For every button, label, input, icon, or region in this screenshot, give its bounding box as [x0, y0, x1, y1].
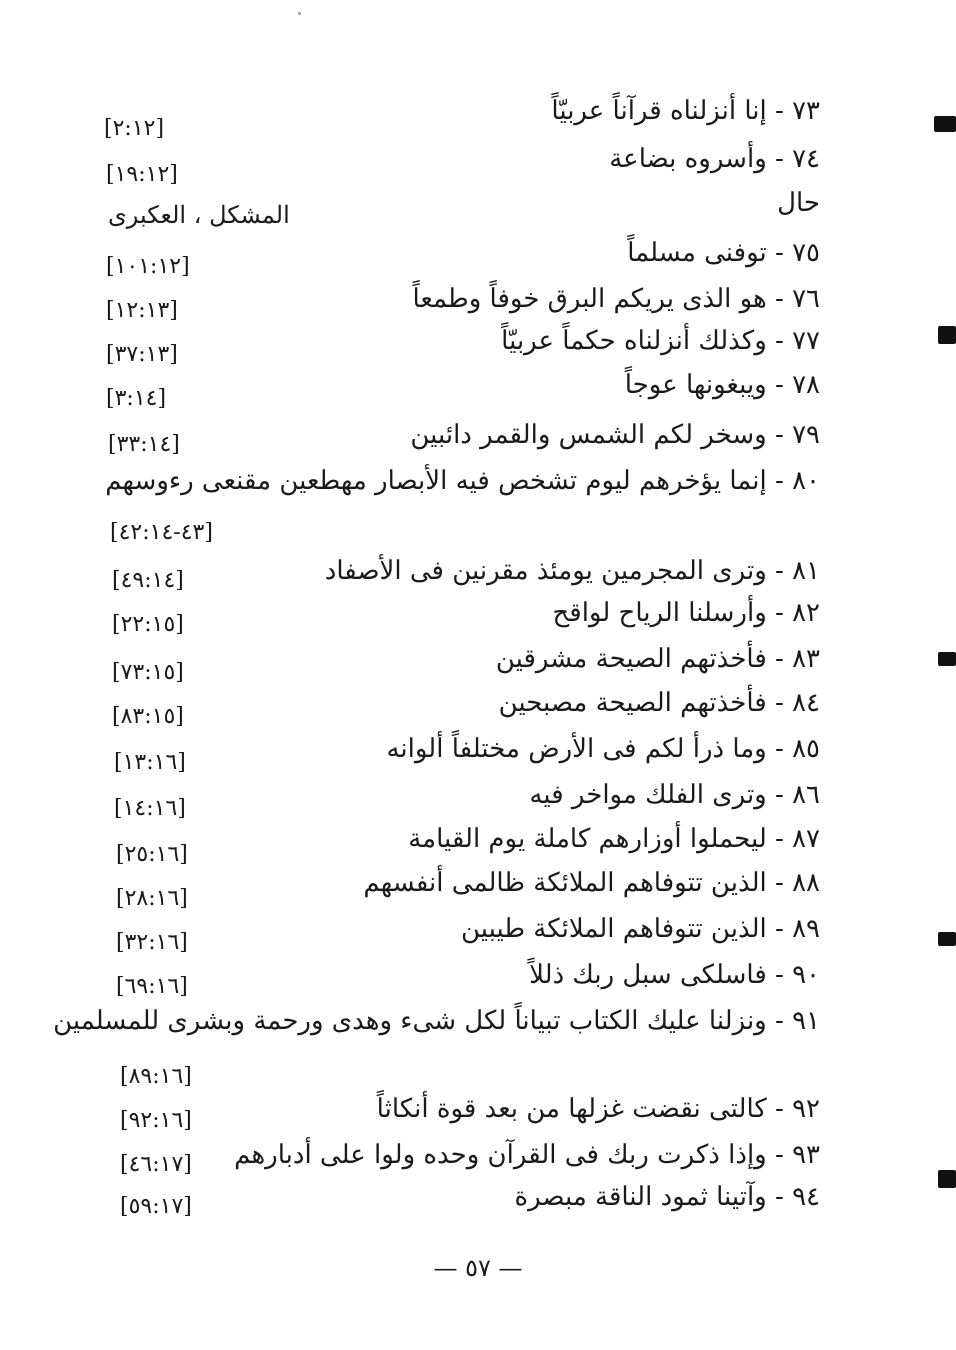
entry-reference: [٤٩:١٤]: [112, 568, 184, 593]
entry-reference: [٨٣:١٥]: [112, 704, 184, 729]
entry-reference: [٢:١٢]: [104, 116, 165, 141]
entry-text: ٩٢ - كالتى نقضت غزلها من بعد قوة أنكاثاً: [376, 1094, 820, 1124]
entry-text: ٨٧ - ليحملوا أوزارهم كاملة يوم القيامة: [408, 824, 820, 854]
entry-text: ٧٩ - وسخر لكم الشمس والقمر دائبين: [410, 420, 820, 450]
entry-text: ٧٨ - ويبغونها عوجاً: [624, 370, 820, 400]
entry-reference: [٤٣-٤٢:١٤]: [110, 520, 213, 545]
entry-reference: [٤٦:١٧]: [120, 1152, 192, 1177]
entry-text: ٨٣ - فأخذتهم الصيحة مشرقين: [495, 644, 820, 674]
entry-text: ٧٦ - هو الذى يريكم البرق خوفاً وطمعاً: [412, 284, 820, 314]
entry-reference: [١٣:١٦]: [114, 750, 186, 775]
page-number: — ٥٧ —: [433, 1254, 523, 1282]
entry-note: المشكل ، العكبرى: [108, 201, 290, 229]
entry-text: ٨٩ - الذين تتوفاهم الملائكة طيبين: [461, 914, 820, 944]
entry-text: ٨٢ - وأرسلنا الرياح لواقح: [552, 598, 820, 628]
entry-text: ٨٠ - إنما يؤخرهم ليوم تشخص فيه الأبصار مهطعين مقنعى رءوسهم: [105, 466, 820, 496]
entry-text: ٧٥ - توفنى مسلماً: [627, 238, 820, 268]
entry-reference: [٧٣:١٥]: [112, 660, 184, 685]
entry-reference: [١٠١:١٢]: [106, 254, 190, 279]
binding-mark: [938, 652, 956, 666]
entry-text: حال: [777, 188, 820, 218]
entry-reference: [١٩:١٢]: [106, 162, 178, 187]
scan-speck: [298, 12, 301, 15]
entry-reference: [٥٩:١٧]: [120, 1194, 192, 1219]
entry-reference: [٣٣:١٤]: [108, 432, 180, 457]
entry-reference: [٢٨:١٦]: [116, 886, 188, 911]
binding-mark: [938, 932, 956, 946]
entry-text: ٨٤ - فأخذتهم الصيحة مصبحين: [498, 688, 820, 718]
entry-text: ٩٣ - وإذا ذكرت ربك فى القرآن وحده ولوا على أدبارهم: [234, 1140, 820, 1170]
entry-reference: [٣:١٤]: [106, 386, 167, 411]
binding-mark: [938, 1170, 956, 1188]
entry-reference: [١٤:١٦]: [114, 796, 186, 821]
entry-reference: [٢٥:١٦]: [116, 842, 188, 867]
binding-mark: [938, 326, 956, 344]
binding-mark: [934, 116, 956, 132]
entry-reference: [٩٢:١٦]: [120, 1108, 192, 1133]
entry-text: ٧٤ - وأسروه بضاعة: [609, 144, 820, 174]
entry-text: ٨٥ - وما ذرأ لكم فى الأرض مختلفاً ألوانه: [386, 734, 820, 764]
entry-reference: [٨٩:١٦]: [120, 1064, 192, 1089]
entry-text: ٨٨ - الذين تتوفاهم الملائكة ظالمى أنفسهم: [363, 868, 820, 898]
entry-reference: [٦٩:١٦]: [116, 974, 188, 999]
entry-text: ٧٧ - وكذلك أنزلناه حكماً عربيّاً: [501, 326, 820, 356]
entry-reference: [٣٢:١٦]: [116, 930, 188, 955]
entry-reference: [٣٧:١٣]: [106, 342, 178, 367]
entry-text: ٩٠ - فاسلكى سبل ربك ذللاً: [529, 960, 820, 990]
entry-reference: [١٢:١٣]: [106, 298, 178, 323]
entry-text: ٩١ - ونزلنا عليك الكتاب تبياناً لكل شىء وهدى ورحمة وبشرى للمسلمين: [53, 1006, 820, 1036]
entry-text: ٩٤ - وآتينا ثمود الناقة مبصرة: [514, 1182, 820, 1212]
entry-reference: [٢٢:١٥]: [112, 612, 184, 637]
entry-text: ٨١ - وترى المجرمين يومئذ مقرنين فى الأصفاد: [324, 556, 820, 586]
entry-text: ٨٦ - وترى الفلك مواخر فيه: [529, 780, 820, 810]
entry-text: ٧٣ - إنا أنزلناه قرآناً عربيّاً: [551, 96, 820, 126]
